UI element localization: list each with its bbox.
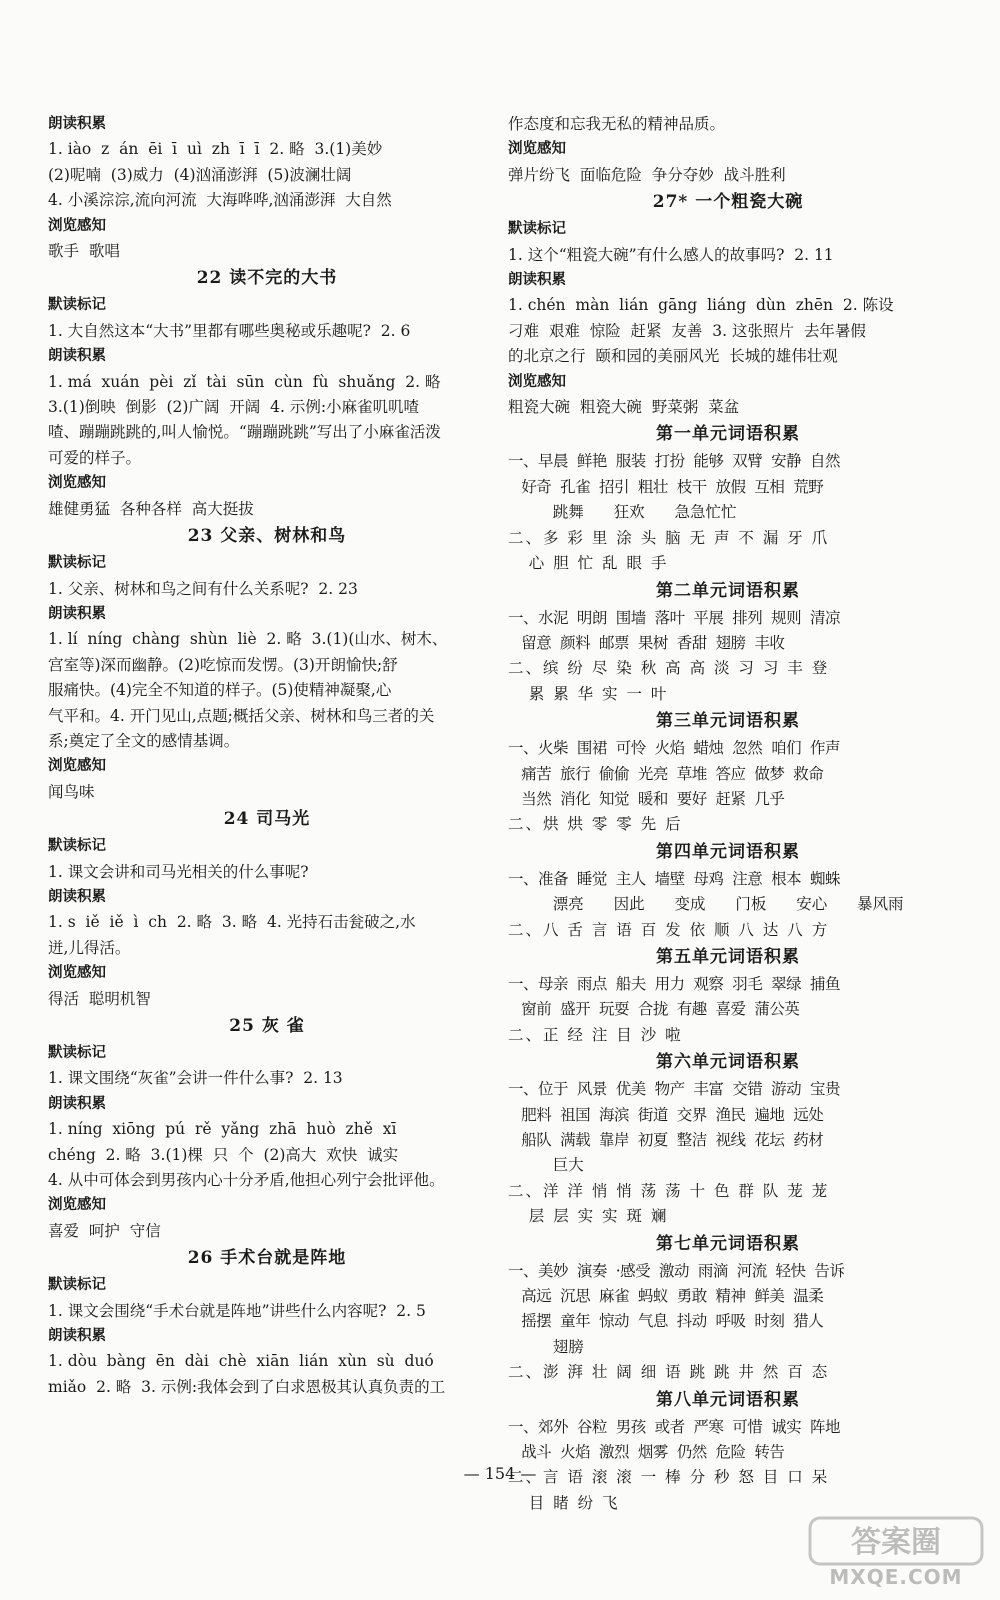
section-heading: 浏览感知 bbox=[508, 141, 566, 158]
answer-line: 层 层 实 实 斑 斓 bbox=[508, 1207, 669, 1226]
answer-line: 翅膀 bbox=[508, 1337, 584, 1356]
answer-line: 气平和。4. 开门见山,点题;概括父亲、树林和鸟三者的关 bbox=[48, 706, 435, 725]
lesson-title: 第六单元词语积累 bbox=[656, 1052, 800, 1073]
answer-line: 摇摆 童年 惊动 气息 抖动 呼吸 时刻 猎人 bbox=[508, 1312, 824, 1331]
section-heading: 朗读积累 bbox=[48, 1095, 106, 1112]
section-heading: 浏览感知 bbox=[48, 217, 106, 234]
lesson-title: 第一单元词语积累 bbox=[656, 424, 800, 445]
section-heading: 浏览感知 bbox=[48, 1197, 106, 1214]
answer-line: 1. 这个“粗瓷大碗”有什么感人的故事吗? 2. 11 bbox=[508, 245, 834, 264]
answer-line: 可爱的样子。 bbox=[48, 448, 142, 467]
lesson-title: 第二单元词语积累 bbox=[656, 580, 800, 601]
answer-line: 宫室等)深而幽静。(2)吃惊而发愣。(3)开朗愉快;舒 bbox=[48, 655, 398, 674]
lesson-title: 23 父亲、树林和鸟 bbox=[187, 526, 347, 547]
answer-line: 4. 小溪淙淙,流向河流 大海哗哗,汹涌澎湃 大自然 bbox=[48, 191, 392, 210]
section-heading: 浏览感知 bbox=[48, 758, 106, 775]
section-heading: 浏览感知 bbox=[48, 965, 106, 982]
answer-line: chéng 2. 略 3.(1)棵 只 个 (2)高大 欢快 诚实 bbox=[48, 1145, 399, 1164]
answer-line: 1. níng xiōng pú rě yǎng zhā huò zhě xī bbox=[48, 1120, 397, 1139]
lesson-title: 22 读不完的大书 bbox=[196, 268, 338, 289]
answer-line: miǎo 2. 略 3. 示例:我体会到了白求恩极其认真负责的工 bbox=[48, 1377, 446, 1396]
answer-line: 漂亮 因此 变成 门板 安心 暴风雨 bbox=[508, 895, 904, 914]
answer-line: 刁难 艰难 惊险 赶紧 友善 3. 这张照片 去年暑假 bbox=[508, 321, 866, 340]
answer-line: 系;奠定了全文的感情基调。 bbox=[48, 731, 240, 750]
lesson-title: 25 灰 雀 bbox=[229, 1016, 305, 1036]
answer-line: 迸,儿得活。 bbox=[48, 938, 131, 957]
answer-line: 闻鸟味 bbox=[48, 782, 95, 801]
lesson-title: 第五单元词语积累 bbox=[656, 946, 800, 967]
answer-line: 1. má xuán pèi zǐ tài sūn cùn fù shuǎng 2. 略 bbox=[48, 372, 441, 391]
answer-line: 目 睹 纷 飞 bbox=[508, 1493, 620, 1512]
answer-line: 1. 课文会讲和司马光相关的什么事呢? bbox=[48, 862, 309, 881]
lesson-title: 第八单元词语积累 bbox=[656, 1389, 800, 1410]
answer-line: 好奇 孔雀 招引 粗壮 枝干 放假 互相 荒野 bbox=[508, 477, 824, 496]
answer-line: 1. 大自然这本“大书”里都有哪些奥秘或乐趣呢? 2. 6 bbox=[48, 321, 411, 340]
answer-line: 当然 消化 知觉 暖和 要好 赶紧 几乎 bbox=[508, 789, 785, 808]
answer-line: 喜爱 呵护 守信 bbox=[48, 1221, 161, 1240]
section-heading: 默读标记 bbox=[48, 1045, 106, 1061]
answer-line: 窗前 盛开 玩耍 合拢 有趣 喜爱 蒲公英 bbox=[508, 1000, 800, 1019]
lesson-title: 24 司马光 bbox=[223, 809, 311, 830]
answer-line: 服痛快。(4)完全不知道的样子。(5)使精神凝聚,心 bbox=[48, 681, 392, 700]
answer-line: 一、早晨 鲜艳 服装 打扮 能够 双臂 安静 自然 bbox=[508, 452, 840, 471]
section-heading: 默读标记 bbox=[48, 1277, 106, 1294]
answer-line: 二、烘 烘 零 零 先 后 bbox=[508, 815, 683, 834]
section-heading: 默读标记 bbox=[48, 297, 106, 314]
answer-line: 1. 课文会围绕“手术台就是阵地”讲些什么内容呢? 2. 5 bbox=[48, 1301, 426, 1320]
answer-line: 高远 沉思 麻雀 蚂蚁 勇敢 精神 鲜美 温柔 bbox=[508, 1287, 824, 1306]
section-heading: 浏览感知 bbox=[48, 475, 106, 492]
answer-line: 1. chén màn lián gāng liáng dùn zhēn 2. 陈设 bbox=[508, 296, 894, 315]
watermark-title: 答案圈 bbox=[851, 1525, 941, 1560]
lesson-title: 第七单元词语积累 bbox=[656, 1233, 800, 1254]
answer-line: 1. s iě iě ì ch 2. 略 3. 略 4. 光持石击瓮破之,水 bbox=[48, 913, 416, 932]
answer-line: 歌手 歌唱 bbox=[48, 242, 120, 261]
answer-line: 痛苦 旅行 偷偷 光亮 草堆 答应 做梦 救命 bbox=[508, 764, 824, 783]
section-heading: 朗读积累 bbox=[48, 888, 106, 905]
lesson-title: 第四单元词语积累 bbox=[656, 841, 800, 862]
answer-line: 二、多 彩 里 涂 头 脑 无 声 不 漏 牙 爪 bbox=[508, 528, 830, 547]
answer-line: 二、澎 湃 壮 阔 细 语 跳 跳 井 然 百 态 bbox=[508, 1363, 830, 1382]
answer-line: 心 胆 忙 乱 眼 手 bbox=[508, 554, 669, 573]
answer-line: 雄健勇猛 各种各样 高大挺拔 bbox=[48, 499, 254, 518]
answer-line: 1. iào z án ēi ī uì zh ī ī 2. 略 3.(1)美妙 bbox=[48, 140, 383, 159]
answer-line: 3.(1)倒映 倒影 (2)广阔 开阔 4. 示例:小麻雀叽叽喳 bbox=[48, 398, 420, 417]
answer-line: 1. dòu bàng ēn dài chè xiān lián xùn sù duó bbox=[48, 1352, 434, 1371]
answer-line: 得活 聪明机智 bbox=[48, 989, 151, 1008]
answer-line: 粗瓷大碗 粗瓷大碗 野菜粥 菜盆 bbox=[508, 398, 740, 417]
answer-line: 战斗 火焰 激烈 烟雾 仍然 危险 转告 bbox=[508, 1443, 785, 1462]
answer-line: 一、水泥 明朗 围墙 落叶 平展 排列 规则 清凉 bbox=[508, 608, 840, 627]
answer-line: 二、言 语 滚 滚 一 棒 分 秒 怒 目 口 呆 bbox=[508, 1468, 830, 1487]
answer-line: 留意 颜料 邮票 果树 香甜 翅膀 丰收 bbox=[508, 633, 785, 652]
answer-line: 二、正 经 注 目 沙 啦 bbox=[508, 1025, 683, 1044]
watermark-logo bbox=[808, 1516, 984, 1590]
answer-line: (2)呢喃 (3)威力 (4)汹涌澎湃 (5)波澜壮阔 bbox=[48, 165, 352, 184]
left-column bbox=[48, 112, 486, 1400]
answer-line: 跳舞 狂欢 急急忙忙 bbox=[508, 503, 737, 522]
lesson-title: 第三单元词语积累 bbox=[656, 711, 800, 732]
answer-line: 一、郊外 谷粒 男孩 或者 严寒 可惜 诚实 阵地 bbox=[508, 1417, 840, 1436]
answer-line: 一、准备 睡觉 主人 墙壁 母鸡 注意 根本 蜘蛛 bbox=[508, 869, 840, 888]
watermark-url: MXQE.COM bbox=[829, 1565, 963, 1589]
answer-line: 累 累 华 实 一 叶 bbox=[508, 684, 669, 703]
section-heading: 朗读积累 bbox=[48, 605, 106, 622]
answer-line: 作态度和忘我无私的精神品质。 bbox=[508, 115, 726, 133]
section-heading: 朗读积累 bbox=[48, 1328, 106, 1345]
answer-line: 1. 课文围绕“灰雀”会讲一件什么事? 2. 13 bbox=[48, 1069, 343, 1088]
section-heading: 朗读积累 bbox=[508, 272, 566, 289]
page-number: — 154 — bbox=[463, 1464, 537, 1483]
answer-line: 巨大 bbox=[508, 1156, 584, 1175]
answer-line: 4. 从中可体会到男孩内心十分矛盾,他担心列宁会批评他。 bbox=[48, 1171, 445, 1190]
answer-line: 肥料 祖国 海滨 街道 交界 渔民 遍地 远处 bbox=[508, 1105, 824, 1124]
answer-line: 喳、蹦蹦跳跳的,叫人愉悦。“蹦蹦跳跳”写出了小麻雀活泼 bbox=[48, 423, 441, 442]
answer-line: 二、八 舌 言 语 百 发 依 顺 八 达 八 方 bbox=[508, 920, 830, 939]
answer-line: 一、火柴 围裙 可怜 火焰 蜡烛 忽然 咱们 作声 bbox=[508, 739, 840, 758]
answer-line: 二、缤 纷 尽 染 秋 高 高 淡 习 习 丰 登 bbox=[508, 659, 830, 678]
answer-line: 弹片纷飞 面临危险 争分夺妙 战斗胜利 bbox=[508, 165, 786, 184]
lesson-title: 27* 一个粗瓷大碗 bbox=[652, 192, 804, 213]
section-heading: 浏览感知 bbox=[508, 373, 566, 390]
answer-line: 二、洋 洋 悄 悄 荡 荡 十 色 群 队 茏 茏 bbox=[508, 1181, 830, 1200]
lesson-title: 26 手术台就是阵地 bbox=[187, 1248, 347, 1269]
section-heading: 朗读积累 bbox=[48, 348, 106, 365]
answer-line: 一、母亲 雨点 船夫 用力 观察 羽毛 翠绿 捕鱼 bbox=[508, 974, 840, 993]
answer-line: 一、位于 风景 优美 物产 丰富 交错 游动 宝贵 bbox=[508, 1080, 840, 1099]
answer-line: 的北京之行 颐和园的美丽风光 长城的雄伟壮观 bbox=[508, 347, 838, 366]
answer-line: 1. 父亲、树林和鸟之间有什么关系呢? 2. 23 bbox=[48, 579, 358, 598]
section-heading: 朗读积累 bbox=[48, 116, 106, 132]
answer-line: 船队 满载 靠岸 初夏 整洁 视线 花坛 药材 bbox=[508, 1131, 824, 1149]
section-heading: 默读标记 bbox=[508, 221, 566, 238]
section-heading: 默读标记 bbox=[48, 555, 106, 572]
right-column bbox=[508, 112, 948, 1516]
answer-line: 一、美妙 演奏 ·感受 激动 雨滴 河流 轻快 告诉 bbox=[508, 1261, 845, 1280]
section-heading: 默读标记 bbox=[48, 838, 106, 855]
answer-line: 1. lí níng chàng shùn liè 2. 略 3.(1)(山水、树木、 bbox=[48, 630, 448, 649]
